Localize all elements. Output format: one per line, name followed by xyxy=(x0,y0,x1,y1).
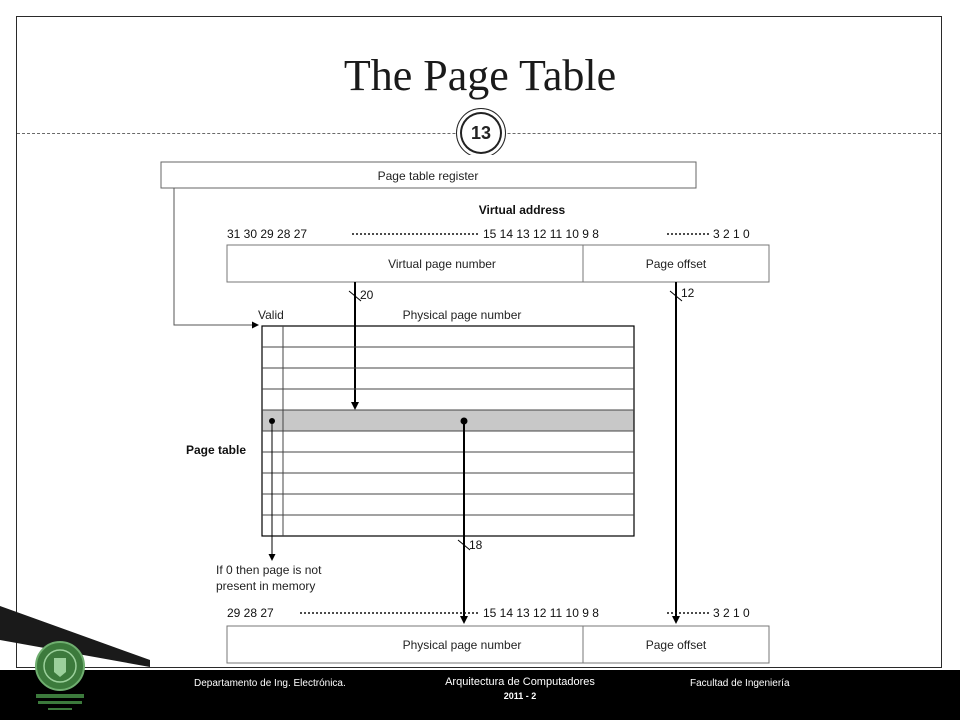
physical-page-number-label: Physical page number xyxy=(402,638,522,652)
physical-page-number-header: Physical page number xyxy=(402,308,522,322)
virtual-address-label: Virtual address xyxy=(478,203,566,217)
page-offset-label-bottom: Page offset xyxy=(645,638,707,652)
virtual-page-number-label: Virtual page number xyxy=(388,257,496,271)
page-table-label: Page table xyxy=(186,443,247,457)
valid-note-line2: present in memory xyxy=(216,579,316,593)
valid-note-line1: If 0 then page is not xyxy=(216,563,322,577)
selected-table-row xyxy=(262,410,634,431)
valid-column-header: Valid xyxy=(258,308,284,322)
page-number-badge: 13 xyxy=(456,108,506,158)
slide-footer xyxy=(0,670,960,720)
pa-bits-right: 3 2 1 0 xyxy=(713,606,750,620)
university-seal-logo xyxy=(24,636,96,716)
offset-width-label: 12 xyxy=(681,286,695,300)
pa-bits-left: 29 28 27 xyxy=(227,606,274,620)
footer-course: Arquitectura de Computadores xyxy=(445,676,595,688)
page-offset-label-top: Page offset xyxy=(645,257,707,271)
va-bits-mid: 15 14 13 12 11 10 9 8 xyxy=(483,227,599,241)
va-bits-left: 31 30 29 28 27 xyxy=(227,227,308,241)
page-table-register-label: Page table register xyxy=(377,169,479,183)
ppn-width-label: 18 xyxy=(469,538,483,552)
slide-title: The Page Table xyxy=(343,51,617,100)
footer-faculty: Facultad de Ingeniería xyxy=(690,678,790,689)
va-bits-right: 3 2 1 0 xyxy=(713,227,750,241)
footer-department: Departamento de Ing. Electrónica. xyxy=(194,678,346,689)
footer-term: 2011 - 2 xyxy=(503,691,537,701)
vpn-width-label: 20 xyxy=(360,288,374,302)
pa-bits-mid: 15 14 13 12 11 10 9 8 xyxy=(483,606,599,620)
